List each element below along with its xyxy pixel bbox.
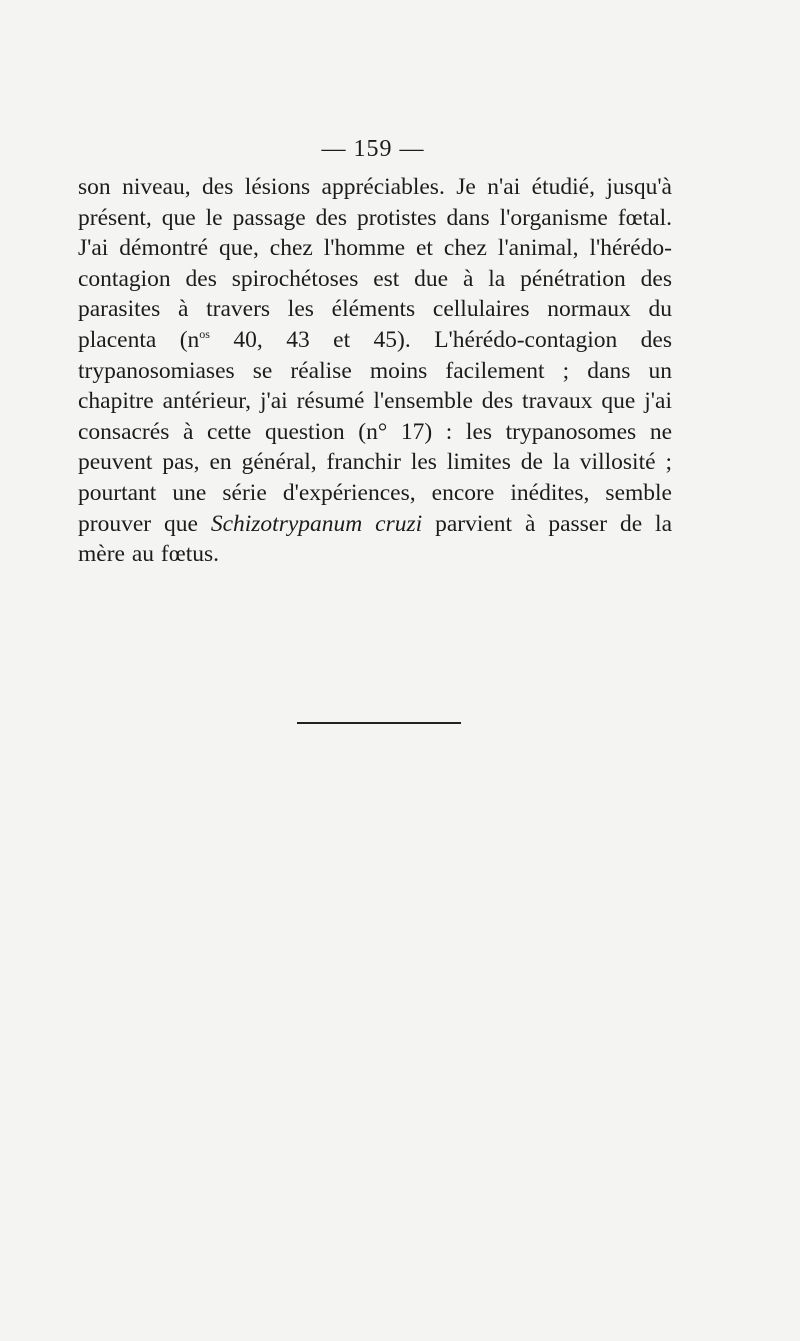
paragraph-text-middle: 40, 43 et 45). L'hérédo-contagion des trypanosomiases se réalise moins facilement ; dans un chapitre antérieur, j'ai résumé l'ensemble des travaux que j'ai consacrés à cette question (n° 17) : les trypanosomes ne peuvent pas, en général, franchir les limites de la villosité ; pourtant une série d'expériences, encore inédites, semble prouver que — [78, 326, 672, 537]
plural-number-superscript: os — [199, 327, 210, 342]
page-number: — 159 — — [321, 136, 425, 162]
body-paragraph — [78, 172, 672, 570]
section-end-divider — [297, 722, 461, 724]
paragraph-text-end: parvient à passer de la mère au fœtus. — [78, 510, 672, 568]
species-name-italic: Schizotrypanum cruzi — [210, 510, 423, 537]
paragraph-text-start: son niveau, des lésions appréciables. Je n'ai étudié, jusqu'à présent, que le passage des protistes dans l'organisme fœtal. J'ai démontré que, chez l'homme et chez l'animal, l'hérédo-contagion des spirochétoses est due à la pénétration des parasites à travers les éléments cellulaires normaux du placenta (n — [78, 174, 672, 353]
